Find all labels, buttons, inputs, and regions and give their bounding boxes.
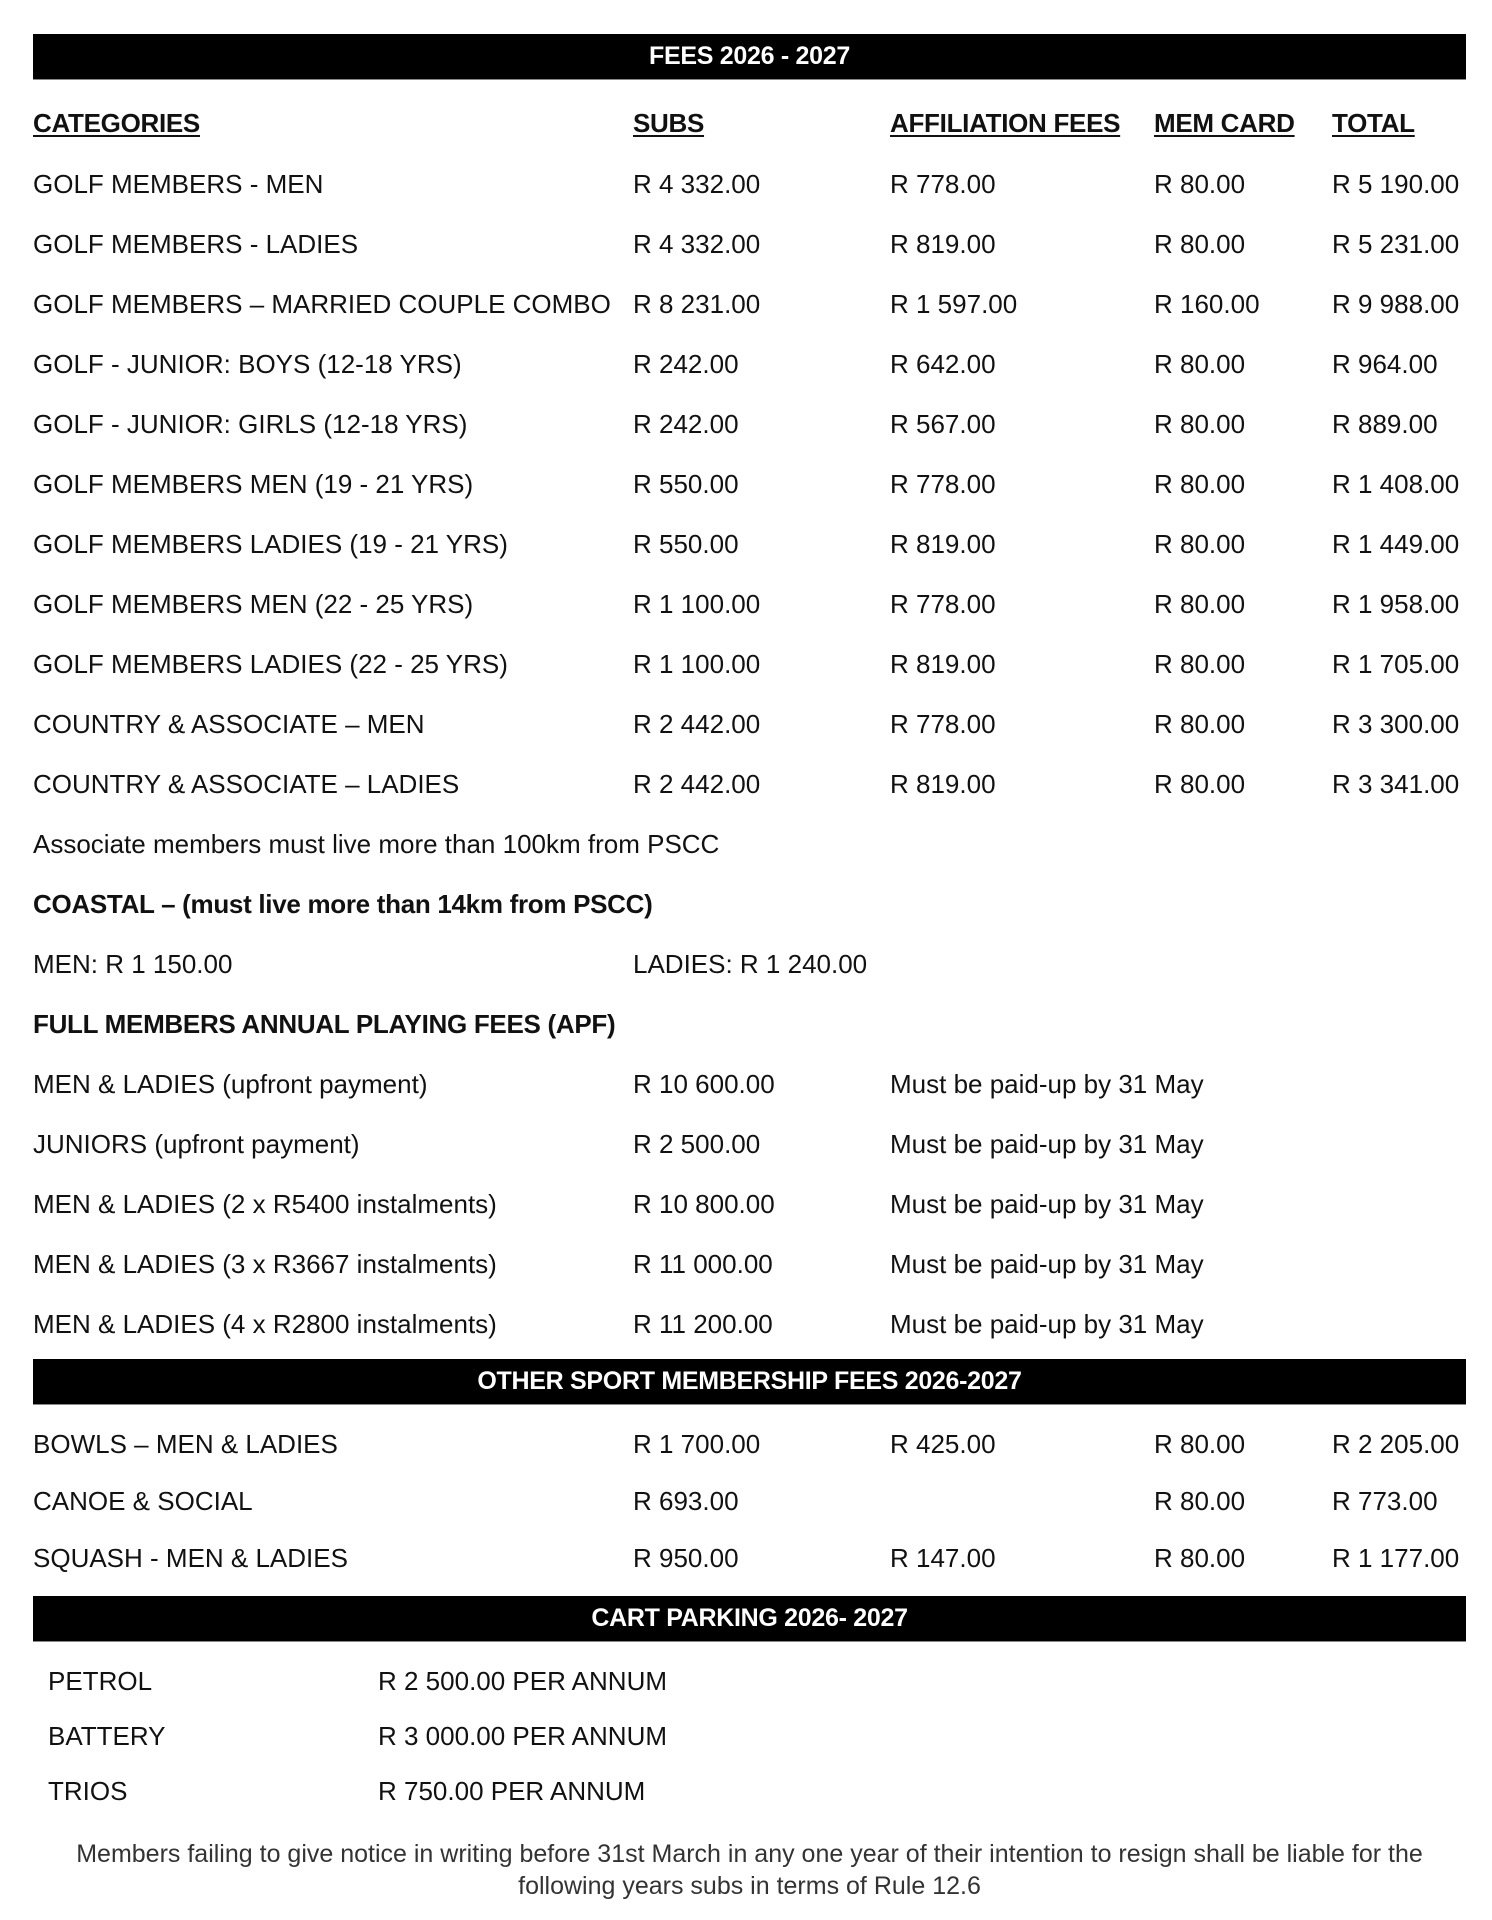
category-cell: GOLF MEMBERS - MEN — [33, 169, 324, 199]
total-cell: R 3 341.00 — [1332, 769, 1460, 799]
resignation-notice: Members failing to give notice in writing before 31st March in any one year of their intention to resign shall be liable for the following years subs in terms of Rule 12.6 — [76, 1840, 1423, 1900]
subs-cell: R 1 700.00 — [633, 1429, 761, 1459]
coastal-ladies-fee: LADIES: R 1 240.00 — [633, 949, 868, 979]
subs-cell: R 242.00 — [633, 409, 739, 439]
mem-card-cell: R 160.00 — [1154, 289, 1260, 319]
cart-price: R 750.00 PER ANNUM — [378, 1776, 646, 1806]
cart-type: PETROL — [48, 1666, 153, 1696]
affiliation-cell: R 819.00 — [890, 529, 996, 559]
subs-cell: R 4 332.00 — [633, 229, 761, 259]
category-cell: COUNTRY & ASSOCIATE – MEN — [33, 709, 425, 739]
apf-heading: FULL MEMBERS ANNUAL PLAYING FEES (APF) — [33, 1009, 616, 1039]
total-cell: R 1 958.00 — [1332, 589, 1460, 619]
cart-parking-section-title: CART PARKING 2026- 2027 — [591, 1604, 908, 1632]
affiliation-cell: R 819.00 — [890, 769, 996, 799]
other-sport-section-title: OTHER SPORT MEMBERSHIP FEES 2026-2027 — [477, 1367, 1022, 1395]
mem-card-cell: R 80.00 — [1154, 169, 1246, 199]
apf-label: MEN & LADIES (2 x R5400 instalments) — [33, 1189, 497, 1219]
total-cell: R 964.00 — [1332, 349, 1438, 379]
column-header-subs: SUBS — [633, 108, 705, 138]
apf-note: Must be paid-up by 31 May — [890, 1129, 1204, 1159]
mem-card-cell: R 80.00 — [1154, 1429, 1246, 1459]
total-cell: R 773.00 — [1332, 1486, 1438, 1516]
subs-cell: R 550.00 — [633, 469, 739, 499]
fees-section-title: FEES 2026 - 2027 — [649, 42, 850, 70]
total-cell: R 5 190.00 — [1332, 169, 1460, 199]
mem-card-cell: R 80.00 — [1154, 589, 1246, 619]
affiliation-cell: R 425.00 — [890, 1429, 996, 1459]
category-cell: CANOE & SOCIAL — [33, 1486, 253, 1516]
subs-cell: R 2 442.00 — [633, 769, 761, 799]
coastal-heading: COASTAL – (must live more than 14km from PSCC) — [33, 889, 653, 919]
subs-cell: R 693.00 — [633, 1486, 739, 1516]
apf-amount: R 10 800.00 — [633, 1189, 775, 1219]
total-cell: R 1 705.00 — [1332, 649, 1460, 679]
mem-card-cell: R 80.00 — [1154, 1543, 1246, 1573]
affiliation-cell: R 642.00 — [890, 349, 996, 379]
subs-cell: R 242.00 — [633, 349, 739, 379]
category-cell: GOLF - JUNIOR: BOYS (12-18 YRS) — [33, 349, 462, 379]
mem-card-cell: R 80.00 — [1154, 529, 1246, 559]
total-cell: R 5 231.00 — [1332, 229, 1460, 259]
affiliation-cell: R 778.00 — [890, 169, 996, 199]
apf-label: MEN & LADIES (3 x R3667 instalments) — [33, 1249, 497, 1279]
subs-cell: R 2 442.00 — [633, 709, 761, 739]
mem-card-cell: R 80.00 — [1154, 709, 1246, 739]
column-header-categories: CATEGORIES — [33, 108, 200, 138]
total-cell: R 1 449.00 — [1332, 529, 1460, 559]
mem-card-cell: R 80.00 — [1154, 229, 1246, 259]
total-cell: R 2 205.00 — [1332, 1429, 1460, 1459]
apf-label: JUNIORS (upfront payment) — [33, 1129, 360, 1159]
subs-cell: R 1 100.00 — [633, 649, 761, 679]
total-cell: R 9 988.00 — [1332, 289, 1460, 319]
column-header-affiliation-fees: AFFILIATION FEES — [890, 108, 1121, 138]
subs-cell: R 4 332.00 — [633, 169, 761, 199]
affiliation-cell: R 567.00 — [890, 409, 996, 439]
apf-note: Must be paid-up by 31 May — [890, 1249, 1204, 1279]
fees-section-header — [33, 34, 1466, 80]
mem-card-cell: R 80.00 — [1154, 649, 1246, 679]
column-header-mem-card: MEM CARD — [1154, 108, 1295, 138]
affiliation-cell: R 147.00 — [890, 1543, 996, 1573]
column-header-total: TOTAL — [1332, 108, 1415, 138]
cart-price: R 2 500.00 PER ANNUM — [378, 1666, 668, 1696]
mem-card-cell: R 80.00 — [1154, 349, 1246, 379]
associate-note: Associate members must live more than 100km from PSCC — [33, 829, 720, 859]
apf-amount: R 11 000.00 — [633, 1249, 773, 1279]
apf-label: MEN & LADIES (4 x R2800 instalments) — [33, 1309, 497, 1339]
subs-cell: R 1 100.00 — [633, 589, 761, 619]
apf-note: Must be paid-up by 31 May — [890, 1069, 1204, 1099]
mem-card-cell: R 80.00 — [1154, 769, 1246, 799]
category-cell: GOLF - JUNIOR: GIRLS (12-18 YRS) — [33, 409, 468, 439]
category-cell: BOWLS – MEN & LADIES — [33, 1429, 338, 1459]
affiliation-cell: R 1 597.00 — [890, 289, 1018, 319]
apf-amount: R 11 200.00 — [633, 1309, 773, 1339]
category-cell: GOLF MEMBERS - LADIES — [33, 229, 359, 259]
category-cell: GOLF MEMBERS LADIES (22 - 25 YRS) — [33, 649, 508, 679]
total-cell: R 889.00 — [1332, 409, 1438, 439]
apf-label: MEN & LADIES (upfront payment) — [33, 1069, 428, 1099]
affiliation-cell: R 778.00 — [890, 709, 996, 739]
apf-note: Must be paid-up by 31 May — [890, 1309, 1204, 1339]
total-cell: R 3 300.00 — [1332, 709, 1460, 739]
apf-amount: R 10 600.00 — [633, 1069, 775, 1099]
apf-note: Must be paid-up by 31 May — [890, 1189, 1204, 1219]
cart-type: BATTERY — [48, 1721, 166, 1751]
category-cell: GOLF MEMBERS LADIES (19 - 21 YRS) — [33, 529, 508, 559]
subs-cell: R 950.00 — [633, 1543, 739, 1573]
category-cell: GOLF MEMBERS MEN (22 - 25 YRS) — [33, 589, 474, 619]
subs-cell: R 550.00 — [633, 529, 739, 559]
total-cell: R 1 408.00 — [1332, 469, 1460, 499]
affiliation-cell: R 778.00 — [890, 469, 996, 499]
apf-amount: R 2 500.00 — [633, 1129, 761, 1159]
affiliation-cell: R 819.00 — [890, 229, 996, 259]
category-cell: GOLF MEMBERS MEN (19 - 21 YRS) — [33, 469, 474, 499]
category-cell: SQUASH - MEN & LADIES — [33, 1543, 348, 1573]
category-cell: COUNTRY & ASSOCIATE – LADIES — [33, 769, 460, 799]
total-cell: R 1 177.00 — [1332, 1543, 1460, 1573]
cart-price: R 3 000.00 PER ANNUM — [378, 1721, 668, 1751]
category-cell: GOLF MEMBERS – MARRIED COUPLE COMBO — [33, 289, 611, 319]
cart-type: TRIOS — [48, 1776, 128, 1806]
mem-card-cell: R 80.00 — [1154, 469, 1246, 499]
cart-parking-section-header — [33, 1596, 1466, 1642]
mem-card-cell: R 80.00 — [1154, 409, 1246, 439]
mem-card-cell: R 80.00 — [1154, 1486, 1246, 1516]
affiliation-cell: R 778.00 — [890, 589, 996, 619]
affiliation-cell: R 819.00 — [890, 649, 996, 679]
other-sport-section-header — [33, 1359, 1466, 1405]
coastal-men-fee: MEN: R 1 150.00 — [33, 949, 233, 979]
subs-cell: R 8 231.00 — [633, 289, 761, 319]
